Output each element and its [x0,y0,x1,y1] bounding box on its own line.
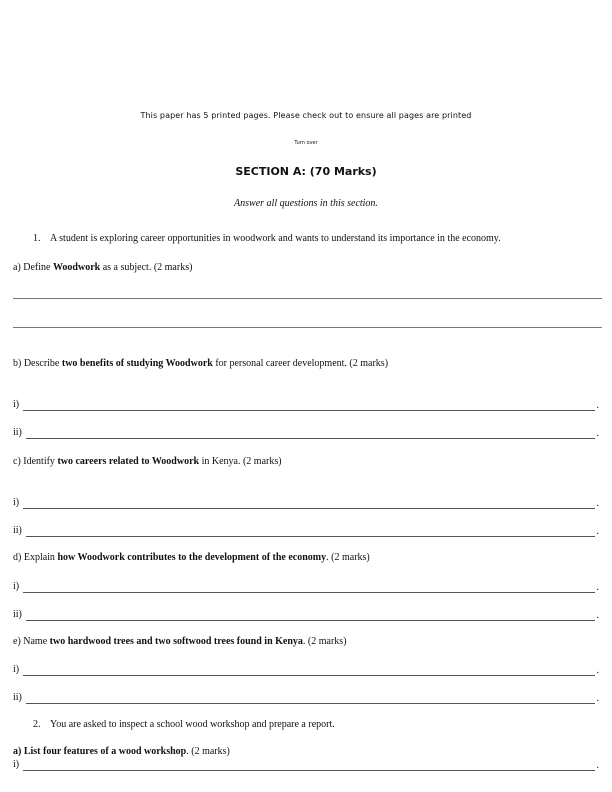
question-1a: a) Define Woodwork as a subject. (2 marks) [13,262,193,273]
pages-note: This paper has 5 printed pages. Please check out to ensure all pages are printed [140,111,472,120]
answer-line-1a-2[interactable] [13,327,602,328]
question-1c: c) Identify two careers related to Woodwork in Kenya. (2 marks) [13,456,282,467]
section-title: SECTION A: (70 Marks) [235,165,377,178]
question-2-number: 2. [33,719,41,730]
answer-1c-i[interactable]: i) . [13,497,599,509]
answer-1c-ii[interactable]: ii) . [13,525,599,537]
answer-1d-ii[interactable]: ii) . [13,609,599,621]
question-1-stem: A student is exploring career opportunities in woodwork and wants to understand its importance in the economy. [50,233,501,244]
question-2a: a) List four features of a wood workshop. (2 marks) [13,746,230,757]
answer-1b-ii[interactable]: ii) . [13,427,599,439]
answer-2a-i[interactable]: i) . [13,759,599,771]
section-instruction: Answer all questions in this section. [234,198,378,209]
question-1d: d) Explain how Woodwork contributes to the development of the economy. (2 marks) [13,552,370,563]
answer-1d-i[interactable]: i) . [13,581,599,593]
question-1b: b) Describe two benefits of studying Woodwork for personal career development. (2 marks) [13,358,389,369]
answer-1e-ii[interactable]: ii) . [13,692,599,704]
turn-over-note: Turn over [294,140,318,146]
answer-1e-i[interactable]: i) . [13,664,599,676]
question-2-stem: You are asked to inspect a school wood workshop and prepare a report. [50,719,335,730]
answer-1b-i[interactable]: i) . [13,399,599,411]
question-1e: e) Name two hardwood trees and two softwood trees found in Kenya. (2 marks) [13,636,347,647]
question-1-number: 1. [33,233,41,244]
answer-line-1a-1[interactable] [13,298,602,299]
